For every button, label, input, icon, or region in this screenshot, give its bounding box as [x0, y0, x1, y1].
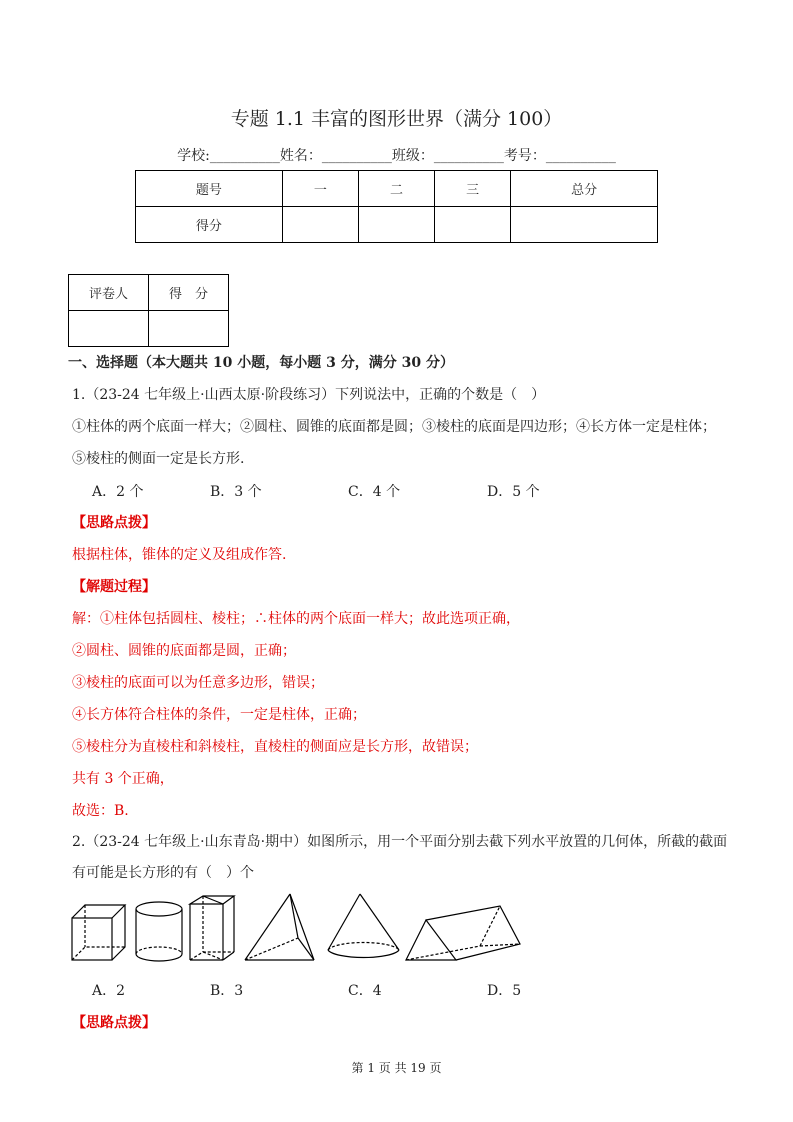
grade-label: 得 分	[149, 275, 229, 311]
q1-hint-title: 【思路点拨】	[72, 515, 156, 531]
page-title: 专题 1.1 丰富的图形世界（满分 100）	[230, 108, 563, 130]
page-footer: 第 1 页 共 19 页	[351, 1061, 442, 1075]
score-cell	[511, 207, 658, 243]
score-cell	[358, 207, 434, 243]
q1-step: ②圆柱、圆锥的底面都是圆，正确；	[72, 643, 296, 659]
grader-label: 评卷人	[69, 275, 149, 311]
q1-step: 解：①柱体包括圆柱、棱柱；∴柱体的两个底面一样大；故此选项正确，	[72, 611, 520, 627]
score-table-header-row	[136, 171, 658, 207]
q1-answer: 故选：B.	[72, 803, 129, 819]
score-header-cell: 一	[282, 171, 358, 207]
q2-option-c: C．4	[348, 983, 382, 999]
q1-option-b: B．3 个	[210, 484, 262, 500]
q2-option-b: B．3	[210, 983, 244, 999]
cube-figure	[72, 905, 125, 960]
grader-table	[68, 274, 229, 347]
score-header-cell: 三	[435, 171, 511, 207]
q2-hint-title: 【思路点拨】	[72, 1015, 156, 1031]
score-table-row	[136, 207, 658, 243]
score-cell	[282, 207, 358, 243]
score-row-label: 得分	[136, 207, 283, 243]
score-cell	[435, 207, 511, 243]
score-header-cell: 总分	[511, 171, 658, 207]
score-table	[135, 170, 658, 243]
question-2-stem: 2.（23-24 七年级上·山东青岛·期中）如图所示，用一个平面分别去截下列水平放置的几何体，所截的截面	[72, 834, 728, 850]
q1-hint: 根据柱体，锥体的定义及组成作答.	[72, 547, 287, 563]
question-2-stem-cont: 有可能是长方形的有（ ）个	[72, 865, 254, 881]
q1-step: ③棱柱的底面可以为任意多边形，错误；	[72, 675, 324, 691]
q1-option-d: D．5 个	[487, 484, 540, 500]
question-1-statements: ①柱体的两个底面一样大；②圆柱、圆锥的底面都是圆；③棱柱的底面是四边形；④长方体一定是柱体；	[72, 419, 716, 435]
solids-figure	[68, 890, 523, 970]
question-1-stem: 1.（23-24 七年级上·山西太原·阶段练习）下列说法中，正确的个数是（ ）	[72, 387, 546, 403]
score-header-cell: 题号	[136, 171, 283, 207]
q1-process-title: 【解题过程】	[72, 579, 156, 595]
q1-step: 共有 3 个正确，	[72, 771, 174, 787]
q2-option-d: D．5	[487, 983, 522, 999]
q1-step: ④长方体符合柱体的条件，一定是柱体，正确；	[72, 707, 366, 723]
q1-option-c: C．4 个	[348, 484, 401, 500]
pyramid-figure	[245, 894, 314, 960]
grader-cell	[69, 311, 149, 347]
q1-option-a: A．2 个	[92, 484, 144, 500]
q1-step: ⑤棱柱分为直棱柱和斜棱柱，直棱柱的侧面应是长方形，故错误；	[72, 739, 478, 755]
triangular-prism-figure	[406, 906, 520, 960]
cylinder-figure	[136, 902, 182, 961]
section-heading: 一、选择题（本大题共 10 小题，每小题 3 分，满分 30 分）	[68, 355, 454, 371]
prism-figure	[190, 896, 234, 960]
question-1-statements-cont: ⑤棱柱的侧面一定是长方形.	[72, 451, 245, 467]
student-info-line: 学校:__________姓名：__________班级：__________考号：__________	[177, 148, 616, 164]
grade-cell	[149, 311, 229, 347]
q2-option-a: A．2	[92, 983, 126, 999]
cone-figure	[328, 894, 399, 958]
score-header-cell: 二	[358, 171, 434, 207]
